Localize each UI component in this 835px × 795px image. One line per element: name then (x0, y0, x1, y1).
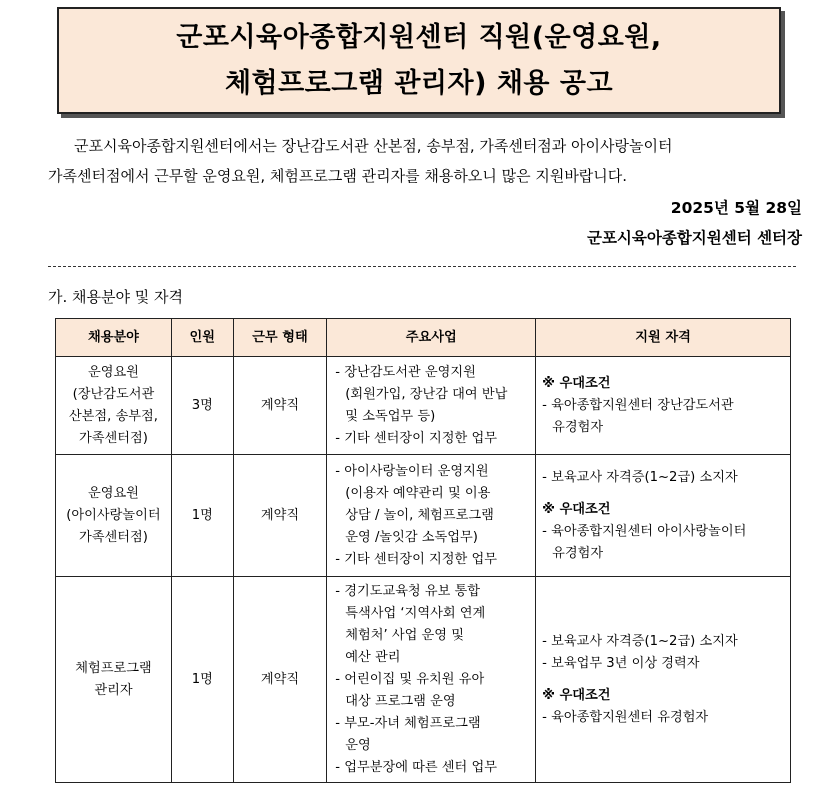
intro-paragraph (48, 131, 808, 191)
title-box (57, 7, 781, 114)
field-line: 가족센터점) (79, 430, 148, 446)
qual-line: - 보육교사 자격증(1~2급) 소지자 (542, 633, 738, 649)
duty-line: - 경기도교육청 유보 통합 (335, 583, 481, 599)
spacer (542, 675, 786, 685)
qual-line: 유경험자 (552, 419, 604, 435)
field-line: 가족센터점) (79, 529, 148, 545)
table-row (56, 357, 791, 455)
preference-heading: ※ 우대조건 (542, 687, 611, 703)
field-line: (장난감도서관 (72, 386, 155, 402)
duty-line: - 부모-자녀 체험프로그램 (335, 715, 481, 731)
type-cell: 계약직 (233, 455, 327, 577)
duty-line: (이용자 예약관리 및 이용 (345, 485, 491, 501)
header-quals: 지원 자격 (536, 319, 791, 357)
qual-line: - 보육업무 3년 이상 경력자 (542, 655, 700, 671)
field-line: 관리자 (94, 682, 133, 698)
field-line: 운영요원 (87, 364, 139, 380)
spacer (542, 489, 786, 499)
table-header-row (56, 319, 791, 357)
type-cell: 계약직 (233, 577, 327, 783)
count-cell: 1명 (171, 455, 233, 577)
qual-line: - 육아종합지원센터 장난감도서관 (542, 397, 734, 413)
duty-line: - 기타 센터장이 지정한 업무 (335, 551, 497, 567)
table-row (56, 577, 791, 783)
preference-heading: ※ 우대조건 (542, 375, 611, 391)
signer: 군포시육아종합지원센터 센터장 (586, 229, 802, 247)
duties-cell (327, 577, 536, 783)
duty-line: 체험처’ 사업 운영 및 (345, 627, 464, 643)
announcement-date: 2025년 5월 28일 (670, 199, 802, 217)
dashed-divider (48, 266, 796, 267)
intro-line-2: 가족센터점에서 근무할 운영요원, 체험프로그램 관리자를 채용하오니 많은 지원바랍니다. (48, 167, 628, 185)
field-line: 산본점, 송부점, (68, 408, 158, 424)
duty-line: - 아이사랑놀이터 운영지원 (335, 463, 489, 479)
duty-line: 특색사업 ‘지역사회 연계 (345, 605, 486, 621)
header-count: 인원 (171, 319, 233, 357)
header-type: 근무 형태 (233, 319, 327, 357)
header-duties: 주요사업 (327, 319, 536, 357)
preference-heading: ※ 우대조건 (542, 501, 611, 517)
field-line: 운영요원 (87, 485, 139, 501)
title-line-1: 군포시육아종합지원센터 직원(운영요원, (176, 21, 662, 53)
section-heading: 가. 채용분야 및 자격 (48, 288, 183, 306)
duty-line: (회원가입, 장난감 대여 반납 (345, 386, 508, 402)
qual-line: - 육아종합지원센터 아이사랑놀이터 (542, 523, 747, 539)
qual-line: - 육아종합지원센터 유경험자 (542, 709, 709, 725)
recruitment-table (55, 318, 791, 783)
duty-line: 운영 (345, 737, 371, 753)
duty-line: 및 소독업무 등) (345, 408, 436, 424)
duty-line: 대상 프로그램 운영 (345, 693, 456, 709)
duty-line: - 어린이집 및 유치원 유아 (335, 671, 485, 687)
header-field: 채용분야 (56, 319, 172, 357)
duty-line: - 장난감도서관 운영지원 (335, 364, 476, 380)
qual-line: - 보육교사 자격증(1~2급) 소지자 (542, 469, 738, 485)
duty-line: 상담 / 놀이, 체험프로그램 (345, 507, 494, 523)
duty-line: - 기타 센터장이 지정한 업무 (335, 430, 497, 446)
field-line: (아이사랑놀이터 (66, 507, 161, 523)
quals-cell (536, 577, 791, 783)
field-line: 체험프로그램 (75, 660, 152, 676)
type-cell: 계약직 (233, 357, 327, 455)
count-cell: 3명 (171, 357, 233, 455)
duties-cell (327, 357, 536, 455)
title-line-2: 체험프로그램 관리자) 채용 공고 (224, 67, 614, 99)
table-row (56, 455, 791, 577)
quals-cell (536, 455, 791, 577)
duties-cell (327, 455, 536, 577)
intro-line-1: 군포시육아종합지원센터에서는 장난감도서관 산본점, 송부점, 가족센터점과 아이사랑놀이터 (74, 137, 673, 155)
qual-line: 유경험자 (552, 545, 604, 561)
field-cell (56, 577, 172, 783)
duty-line: 예산 관리 (345, 649, 401, 665)
field-cell (56, 357, 172, 455)
quals-cell (536, 357, 791, 455)
count-cell: 1명 (171, 577, 233, 783)
duty-line: - 업무분장에 따른 센터 업무 (335, 759, 497, 775)
field-cell (56, 455, 172, 577)
duty-line: 운영 /놀잇감 소독업무) (345, 529, 478, 545)
